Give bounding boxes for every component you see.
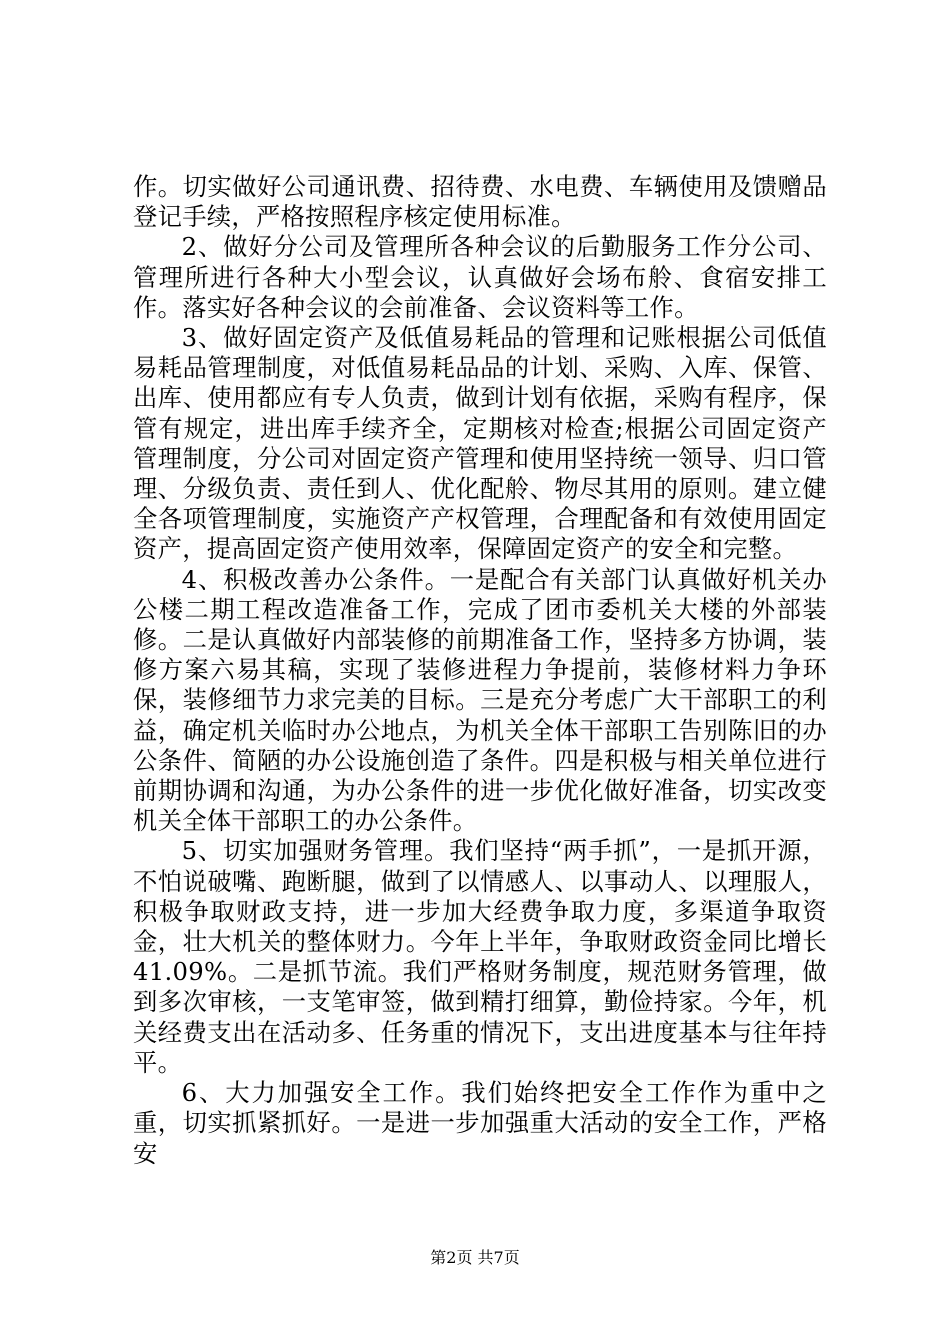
paragraph-6: 6、大力加强安全工作。我们始终把安全工作作为重中之重，切实抓紧抓好。一是进一步加强重大活动的安全工作，严格安 bbox=[133, 1078, 827, 1168]
paragraph-4: 4、积极改善办公条件。一是配合有关部门认真做好机关办公楼二期工程改造准备工作，完成了团市委机关大楼的外部装修。二是认真做好内部装修的前期准备工作，坚持多方协调，装修方案六易其稿，实现了装修进程力争提前，装修材料力争环保，装修细节力求完美的目标。三是充分考虑广大干部职工的利益，确定机关临时办公地点，为机关全体干部职工告别陈旧的办公条件、简陋的办公设施创造了条件。四是积极与相关单位进行前期协调和沟通，为办公条件的进一步优化做好准备，切实改变机关全体干部职工的办公条件。 bbox=[133, 564, 827, 836]
paragraph-2: 2、做好分公司及管理所各种会议的后勤服务工作分公司、管理所进行各种大小型会议，认真做好会场布舲、食宿安排工作。落实好各种会议的会前准备、会议资料等工作。 bbox=[133, 232, 827, 322]
paragraph-5: 5、切实加强财务管理。我们坚持“两手抓”，一是抓开源，不怕说破嘴、跑断腿，做到了以情感人、以事动人、以理服人，积极争取财政支持，进一步加大经费争取力度，多渠道争取资金，壮大机关的整体财力。今年上半年，争取财政资金同比增长41.09%。二是抓节流。我们严格财务制度，规范财务管理，做到多次审核，一支笔审签，做到精打细算，勤俭持家。今年，机关经费支出在活动多、任务重的情况下，支出进度基本与往年持平。 bbox=[133, 836, 827, 1077]
paragraph-3: 3、做好固定资产及低值易耗品的管理和记账根据公司低值易耗品管理制度，对低值易耗品品的计划、采购、入库、保管、出库、使用都应有专人负责，做到计划有依据，采购有程序，保管有规定，进出库手续齐全，定期核对检查;根据公司固定资产管理制度，分公司对固定资产管理和使用坚持统一领导、归口管理、分级负责、责任到人、优化配舲、物尽其用的原则。建立健全各项管理制度，实施资产产权管理，合理配备和有效使用固定资产，提高固定资产使用效率，保障固定资产的安全和完整。 bbox=[133, 323, 827, 564]
document-body bbox=[133, 172, 827, 1169]
page-number-footer: 第2页 共7页 bbox=[430, 1248, 520, 1267]
paragraph-1: 作。切实做好公司通讯费、招待费、水电费、车辆使用及馈赠品登记手续，严格按照程序核定使用标准。 bbox=[133, 172, 827, 232]
